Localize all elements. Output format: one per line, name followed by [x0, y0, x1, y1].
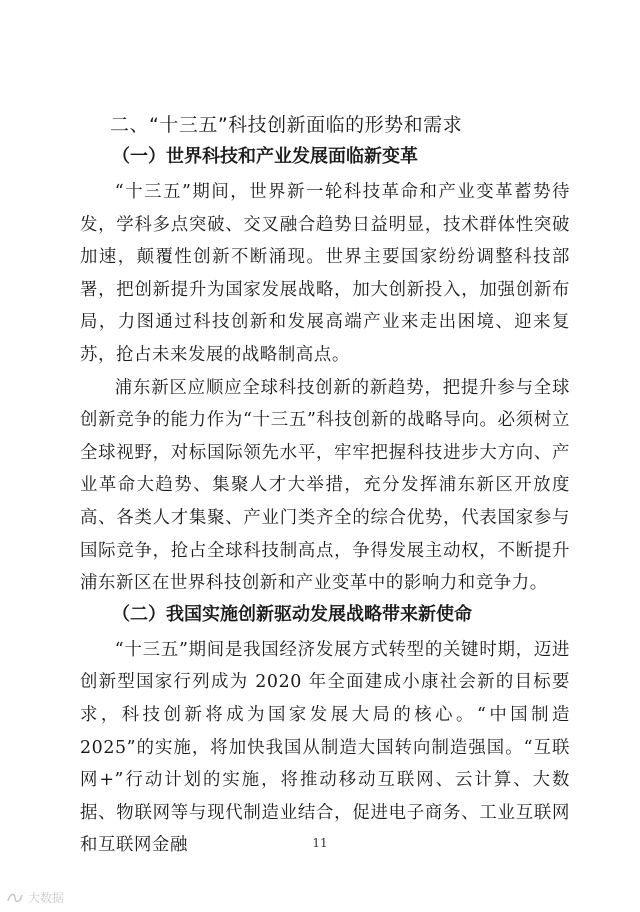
document-body — [80, 110, 570, 862]
subsection-heading-2: （二）我国实施创新驱动发展战略带来新使命 — [112, 603, 472, 625]
paragraph-1: “十三五”期间，世界新一轮科技革命和产业变革蓄势待发，学科多点突破、交叉融合趋势日益明显，技术群体性突破加速，颠覆性创新不断涌现。世界主要国家纷纷调整科技部署，把创新提升为国家发展战略，加大创新投入，加强创新布局，力图通过科技创新和发展高端产业来走出困境、迎来复苏，抢占未来发展的战略制高点。 — [80, 182, 570, 365]
watermark-logo-icon — [6, 891, 24, 905]
section-title: 二、“十三五”科技创新面临的形势和需求 — [110, 114, 463, 136]
watermark-text: 大数据 — [28, 891, 65, 905]
watermark — [6, 889, 64, 906]
paragraph-3: “十三五”期间是我国经济发展方式转型的关键时期，迈进创新型国家行列成为 2020 年全面建成小康社会新的目标要求，科技创新将成为国家发展大局的核心。“中国制造 2025”的实施，将加快我国从制造大国转向制造强国。“互联网+”行动计划的实施，将推动移动互联网、云计算、大数据、物联网等与现代制造业结合，促进电子商务、工业互联网和互联网金融 — [80, 639, 570, 856]
page-number: 11 — [312, 836, 328, 850]
paragraph-2: 浦东新区应顺应全球科技创新的新趋势，把提升参与全球创新竞争的能力作为“十三五”科技创新的战略导向。必须树立全球视野，对标国际领先水平，牢牢把握科技进步大方向、产业革命大趋势、集聚人才大举措，充分发挥浦东新区开放度高、各类人才集聚、产业门类齐全的综合优势，代表国家参与国际竞争，抢占全球科技制高点，争得发展主动权，不断提升浦东新区在世界科技创新和产业变革中的影响力和竞争力。 — [80, 377, 570, 594]
subsection-heading-1: （一）世界科技和产业发展面临新变革 — [112, 146, 418, 167]
